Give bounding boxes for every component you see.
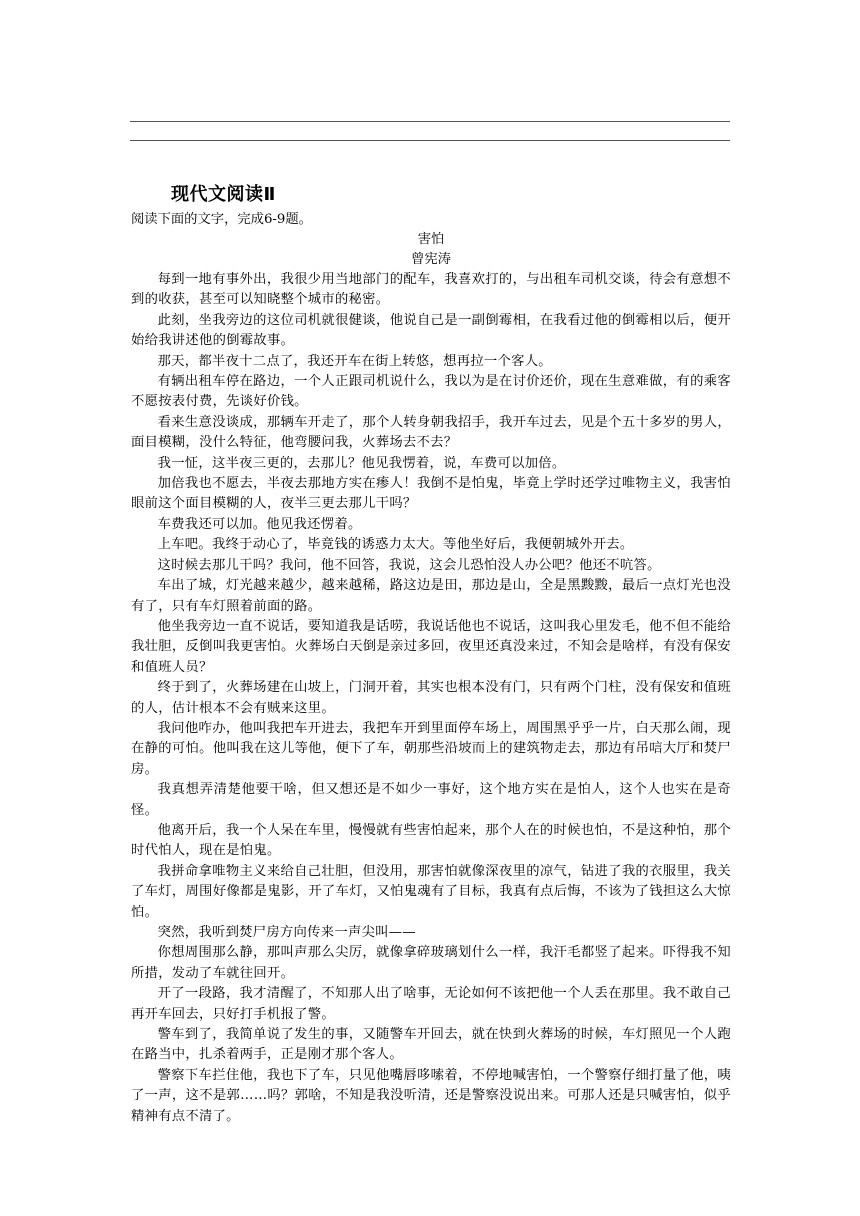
story-author: 曾宪涛 — [411, 252, 451, 267]
story-title: 害怕 — [417, 232, 445, 247]
paragraph: 看来生意没谈成，那辆车开走了，那个人转身朝我招手，我开车过去，见是个五十多岁的男人，面目模糊，没什么特征，他弯腰问我，火葬场去不去？ — [131, 414, 731, 451]
paragraph: 那天，都半夜十二点了，我还开车在街上转悠，想再拉一个客人。 — [157, 353, 552, 369]
paragraph: 我拼命拿唯物主义来给自己壮胆，但没用，那害怕就像深夜里的凉气，钻进了我的衣服里，我关了车灯，周围好像都是鬼影，开了车灯，又怕鬼魂有了目标，我真有点后悔，不该为了钱担这么大惊怕。 — [131, 863, 731, 920]
paragraph: 我真想弄清楚他要干啥，但又想还是不如少一事好，这个地方实在是怕人，这个人也实在是奇怪。 — [131, 782, 731, 818]
paragraph: 加倍我也不愿去，半夜去那地方实在瘆人！我倒不是怕鬼，毕竟上学时还学过唯物主义，我害怕眼前这个面目模糊的人，夜半三更去那儿干吗？ — [131, 476, 731, 512]
paragraph: 我问他咋办，他叫我把车开进去，我把车开到里面停车场上，周围黑乎乎一片，白天那么闹，现在静的可怕。他叫我在这儿等他，便下了车，朝那些沿坡而上的建筑物走去，那边有吊唁大厅和焚尸房。 — [131, 720, 731, 777]
paragraph: 突然，我听到焚尸房方向传来一声尖叫—— — [157, 925, 416, 940]
paragraph: 终于到了，火葬场建在山坡上，门洞开着，其实也根本没有门，只有两个门柱，没有保安和值班的人，估计根本不会有贼来这里。 — [131, 680, 731, 716]
instruction-text: 阅读下面的文字，完成6-9题。 — [131, 212, 312, 227]
paragraph: 他坐我旁边一直不说话，要知道我是话唠，我说话他也不说话，这叫我心里发毛，他不但不能给我壮胆，反倒叫我更害怕。火葬场白天倒是亲过多回，夜里还真没来过，不知会是啥样，有没有保安和值班人员？ — [131, 618, 731, 675]
paragraph: 警察下车拦住他，我也下了车，只见他嘴唇哆嗦着，不停地喊害怕，一个警察仔细打量了他，咦了一声，这不是郭……吗？郭啥，不知是我没听清，还是警察没说出来。可那人还是只喊害怕，似乎精神有点不清了。 — [131, 1067, 731, 1124]
paragraph: 我一怔，这半夜三更的，去那儿？他见我愣着，说，车费可以加倍。 — [157, 455, 566, 471]
paragraph: 上车吧。我终于动心了，毕竟钱的诱惑力太大。等他坐好后，我便朝城外开去。 — [157, 537, 634, 553]
paragraph: 你想周围那么静，那叫声那么尖厉，就像拿碎玻璃划什么一样，我汗毛都竖了起来。吓得我不知所措，发动了车就往回开。 — [131, 945, 731, 981]
story-text — [131, 270, 731, 1127]
paragraph: 此刻，坐我旁边的这位司机就很健谈，他说自己是一副倒霉相，在我看过他的倒霉相以后，便开始给我讲述他的倒霉故事。 — [131, 312, 731, 349]
paragraph: 开了一段路，我才清醒了，不知那人出了啥事，无论如何不该把他一个人丢在那里。我不敢自己再开车回去，只好打手机报了警。 — [131, 986, 731, 1022]
header-rule-bottom — [130, 140, 730, 141]
paragraph: 这时候去那儿干吗？我问，他不回答，我说，这会儿恐怕没人办公吧？他还不吭答。 — [157, 557, 661, 573]
document-body — [131, 180, 731, 1127]
paragraph: 有辆出租车停在路边，一个人正跟司机说什么，我以为是在讨价还价，现在生意难做，有的乘客不愿按表付费，先谈好价钱。 — [131, 374, 731, 410]
paragraph: 每到一地有事外出，我很少用当地部门的配车，我喜欢打的，与出租车司机交谈，待会有意想不到的收获，甚至可以知晓整个城市的秘密。 — [131, 272, 731, 308]
paragraph: 他离开后，我一个人呆在车里，慢慢就有些害怕起来，那个人在的时候也怕，不是这种怕，那个时代怕人，现在是怕鬼。 — [131, 822, 731, 859]
paragraph: 车费我还可以加。他见我还愣着。 — [157, 516, 362, 532]
header-rule-top — [130, 121, 730, 122]
paragraph: 车出了城，灯光越来越少，越来越稀，路这边是田，那边是山，全是黑黢黢，最后一点灯光也没有了，只有车灯照着前面的路。 — [131, 578, 731, 614]
paragraph: 警车到了，我简单说了发生的事，又随警车开回去，就在快到火葬场的时候，车灯照见一个人跑在路当中，扎杀着两手，正是刚才那个客人。 — [131, 1027, 731, 1063]
section-title: 现代文阅读Ⅱ — [171, 184, 276, 205]
